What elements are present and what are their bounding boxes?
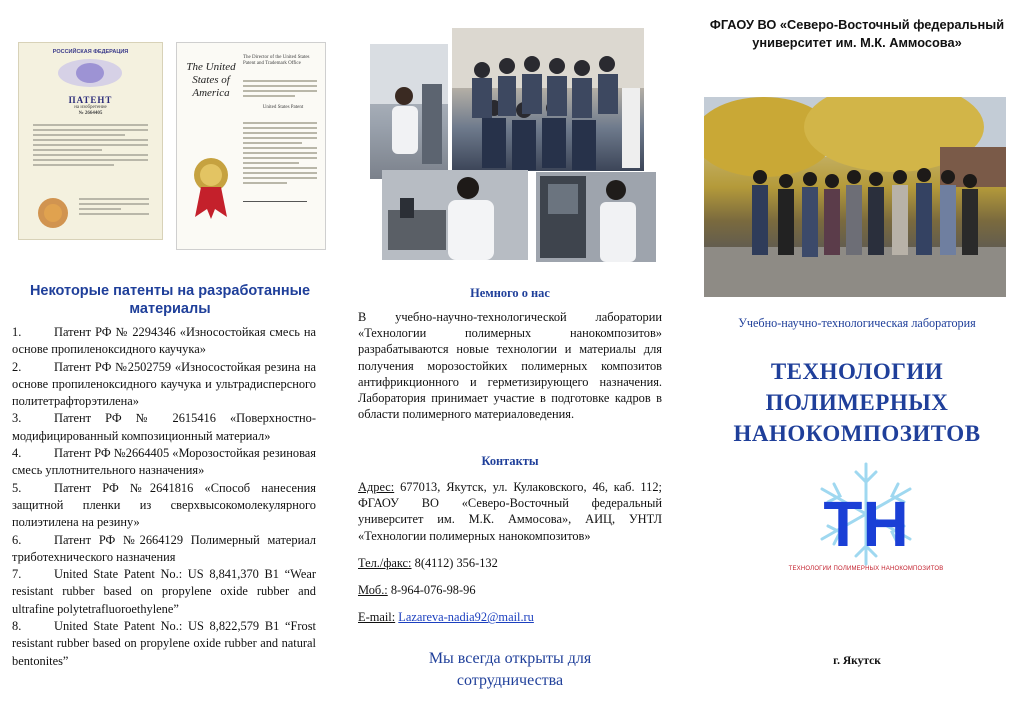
patent-number: 4. <box>12 446 22 461</box>
lab-logo <box>810 460 922 580</box>
lab-photo-researcher-at-equipment <box>370 44 448 179</box>
cert-ru-title: ПАТЕНТ <box>68 95 113 105</box>
mobile-line <box>358 582 662 598</box>
patents-list <box>12 324 316 670</box>
cert-ru-number: № 2664405 <box>78 111 103 116</box>
phone-value: 8(4112) 356-132 <box>414 555 498 570</box>
contacts-block <box>358 479 662 625</box>
university-name: ФГАОУ ВО «Северо-Восточный федеральный университет им. М.К. Аммосова» <box>709 17 1005 50</box>
patent-item <box>12 532 316 567</box>
email-line <box>358 609 662 625</box>
about-text: В учебно-научно-технологической лаборатории «Технологии полимерных нанокомпозитов» разрабатываются новые технологии и материалы для получения морозостойких полимерных композитов антифрикционного и герметизирующего назначения. Лаборатория принимает участие в подготовке кадров в области полимерного материаловедения. <box>358 310 662 422</box>
patent-text: Патент РФ №2664129 Полимерный материал триботехнического назначения <box>12 532 316 564</box>
snowflake-logo-icon <box>810 460 922 570</box>
patents-heading: Некоторые патенты на разработанные материалы <box>29 283 311 317</box>
lab-subtitle: Учебно-научно-технологическая лаборатория <box>738 316 976 330</box>
address-label: Адрес: <box>358 480 395 494</box>
patent-number: 8. <box>12 619 22 634</box>
lab-photo-testing-machine <box>536 172 656 262</box>
patent-text: Патент РФ №2502759 «Износостойкая резина на основе пропиленоксидного каучука и ультрадисперсного политетрафторэтилена» <box>12 359 316 409</box>
cert-us-signature-line <box>243 201 307 202</box>
logo-caption: ТЕХНОЛОГИИ ПОЛИМЕРНЫХ НАНОКОМПОЗИТОВ <box>788 566 944 572</box>
address-line <box>358 479 662 544</box>
patent-item <box>12 480 316 532</box>
cert-ru-seal-icon <box>33 193 73 233</box>
patent-number: 3. <box>12 411 22 426</box>
email-label: E-mail: <box>358 610 396 625</box>
about-heading: Немного о нас <box>470 286 550 300</box>
patent-text: Патент РФ № 2294346 «Износостойкая смесь на основе пропиленоксидного каучука» <box>12 325 316 357</box>
patent-text: Патент РФ №2664405 «Морозостойкая резиновая смесь уплотнительного назначения» <box>12 446 316 478</box>
team-photo-group <box>452 28 644 171</box>
russian-patent-certificate-image <box>18 42 163 240</box>
patent-item <box>12 445 316 480</box>
city: г. Якутск <box>833 655 881 667</box>
cert-ru-subtitle: на изобретение <box>74 105 107 110</box>
slogan: Мы всегда открыты для сотрудничества <box>428 650 592 689</box>
lab-photo-microscope <box>382 170 528 260</box>
patent-text: Патент РФ №2641816 «Способ нанесения защитной пленки из сверхвысокомолекулярного полиэтилена на резину» <box>12 480 316 530</box>
cert-ru-emblem-icon <box>19 55 162 95</box>
us-patent-certificate-image <box>176 42 326 250</box>
mobile-label: Моб.: <box>358 583 388 598</box>
patent-item <box>12 566 316 618</box>
phone-line <box>358 555 662 571</box>
address-value: 677013, Якутск, ул. Кулаковского, 46, каб. 112; ФГАОУ ВО «Северо-Восточный федеральный университет им. М.К. Аммосова», АИЦ, УНТЛ «Технологии полимерных нанокомпозитов» <box>358 480 662 543</box>
patent-text: United State Patent No.: US 8,841,370 B1 “Wear resistant rubber based on propylene oxide rubber and ultrafine polytetrafluoroethylene” <box>12 567 316 616</box>
patent-number: 6. <box>12 532 22 547</box>
patent-text: Патент РФ № 2615416 «Поверхностно-модифицированный композиционный материал» <box>12 411 316 443</box>
mobile-value: 8-964-076-98-96 <box>390 583 476 598</box>
patent-number: 1. <box>12 325 22 339</box>
cert-us-seal-icon <box>187 153 235 223</box>
patent-item <box>12 618 316 670</box>
patent-number: 5. <box>12 480 22 495</box>
lab-title: ТЕХНОЛОГИИ ПОЛИМЕРНЫХ НАНОКОМПОЗИТОВ <box>733 359 981 446</box>
cert-us-seal-text: The United States of America <box>186 61 236 99</box>
cert-us-doc-header: The Director of the United States Patent and Trademark Office <box>243 55 310 66</box>
cert-ru-text-lines <box>19 117 162 173</box>
cert-ru-header: РОССИЙСКАЯ ФЕДЕРАЦИЯ <box>52 49 129 55</box>
patent-item <box>12 324 316 359</box>
cert-us-doc-sub: United States Patent <box>262 105 304 110</box>
patent-number: 7. <box>12 567 22 582</box>
patent-number: 2. <box>12 359 22 374</box>
phone-label: Тел./факс: <box>358 555 412 570</box>
patent-item <box>12 410 316 445</box>
patent-text: United State Patent No.: US 8,822,579 B1 “Frost resistant rubber based on propylene oxide rubber and natural bentonites” <box>12 619 316 668</box>
group-photo-autumn <box>704 97 1006 297</box>
patent-item <box>12 359 316 411</box>
contacts-heading: Контакты <box>481 454 539 468</box>
logo-letters: ТН <box>823 488 909 560</box>
email-link[interactable]: Lazareva-nadia92@mail.ru <box>398 610 534 625</box>
